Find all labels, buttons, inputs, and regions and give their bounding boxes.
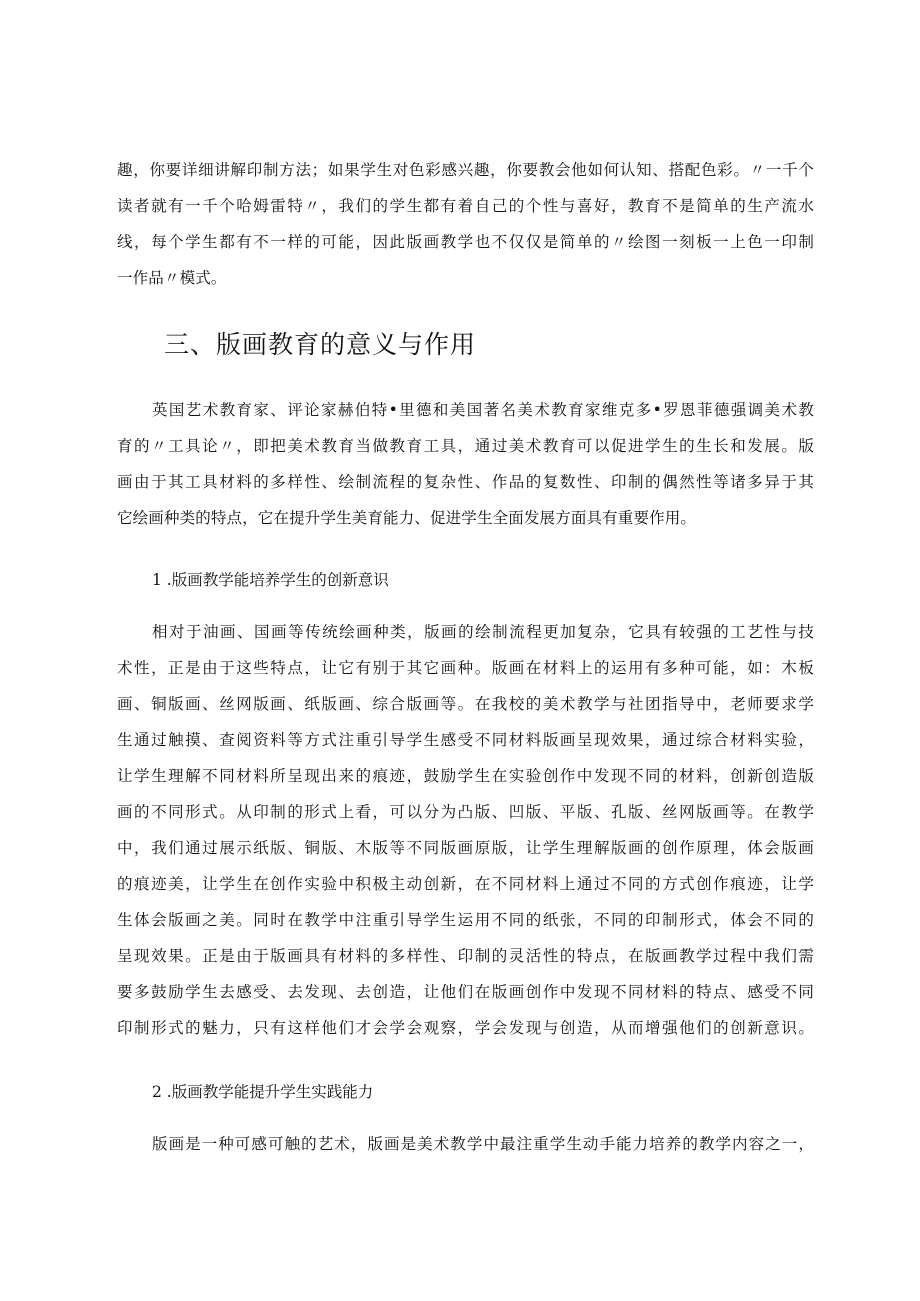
section-line-4: 它绘画种类的特点，它在提升学生美育能力、促进学生全面发展方面具有重要作用。 [117,509,697,527]
subsection-1-line-2: 术性，正是由于这些特点，让它有别于其它画种。版画在材料上的运用有多种可能，如：木板 [117,659,814,677]
subsection-1-heading: 1 .版画教学能培养学生的创新意识 [152,571,389,589]
subsection-1-line-7: 中，我们通过展示纸版、铜版、木版等不同版画原版，让学生理解版画的创作原理，体会版画 [117,839,814,857]
subsection-1-line-4: 生通过触摸、查阅资料等方式注重引导学生感受不同材料版画呈现效果，通过综合材料实验， [117,731,814,749]
subsection-1-line-12: 印制形式的魅力，只有这样他们才会学会观察，学会发现与创造，从而增强他们的创新意识。 [117,1019,814,1037]
intro-line-1: 趣，你要详细讲解印制方法；如果学生对色彩感兴趣，你要教会他如何认知、搭配色彩。〃一千个 [117,161,814,179]
section-heading: 三、版画教育的意义与作用 [164,330,477,359]
subsection-1-line-5: 让学生理解不同材料所呈现出来的痕迹，鼓励学生在实验创作中发现不同的材料，创新创造版 [117,767,814,785]
subsection-2-line-1: 版画是一种可感可触的艺术，版画是美术教学中最注重学生动手能力培养的教学内容之一， [152,1135,814,1153]
section-line-2: 育的〃工具论〃，即把美术教育当做教育工具，通过美术教育可以促进学生的生长和发展。版 [117,437,814,455]
section-line-3: 画由于其工具材料的多样性、绘制流程的复杂性、作品的复数性、印制的偶然性等诸多异于其 [117,473,814,491]
subsection-1-line-11: 要多鼓励学生去感受、去发现、去创造，让他们在版画创作中发现不同材料的特点、感受不同 [117,983,814,1001]
subsection-1-line-10: 呈现效果。正是由于版画具有材料的多样性、印制的灵活性的特点，在版画教学过程中我们需 [117,947,814,965]
subsection-1-line-6: 画的不同形式。从印制的形式上看，可以分为凸版、凹版、平版、孔版、丝网版画等。在教学 [117,803,814,821]
subsection-1-line-3: 画、铜版画、丝网版画、纸版画、综合版画等。在我校的美术教学与社团指导中，老师要求学 [117,695,814,713]
intro-line-2: 读者就有一千个哈姆雷特〃，我们的学生都有着自己的个性与喜好，教育不是简单的生产流水 [117,197,814,215]
subsection-1-line-1: 相对于油画、国画等传统绘画种类，版画的绘制流程更加复杂，它具有较强的工艺性与技 [152,623,814,641]
subsection-1-line-9: 生体会版画之美。同时在教学中注重引导学生运用不同的纸张，不同的印制形式，体会不同的 [117,911,814,929]
section-line-1: 英国艺术教育家、评论家赫伯特•里德和美国著名美术教育家维克多•罗恩菲德强调美术教 [152,401,814,419]
subsection-1-line-8: 的痕迹美，让学生在创作实验中积极主动创新，在不同材料上通过不同的方式创作痕迹，让学 [117,875,814,893]
intro-line-3: 线，每个学生都有不一样的可能，因此版画教学也不仅仅是简单的〃绘图一刻板一上色一印制 [117,233,814,251]
subsection-2-heading: 2 .版画教学能提升学生实践能力 [152,1083,374,1101]
intro-line-4: 一作品〃模式。 [117,269,227,287]
